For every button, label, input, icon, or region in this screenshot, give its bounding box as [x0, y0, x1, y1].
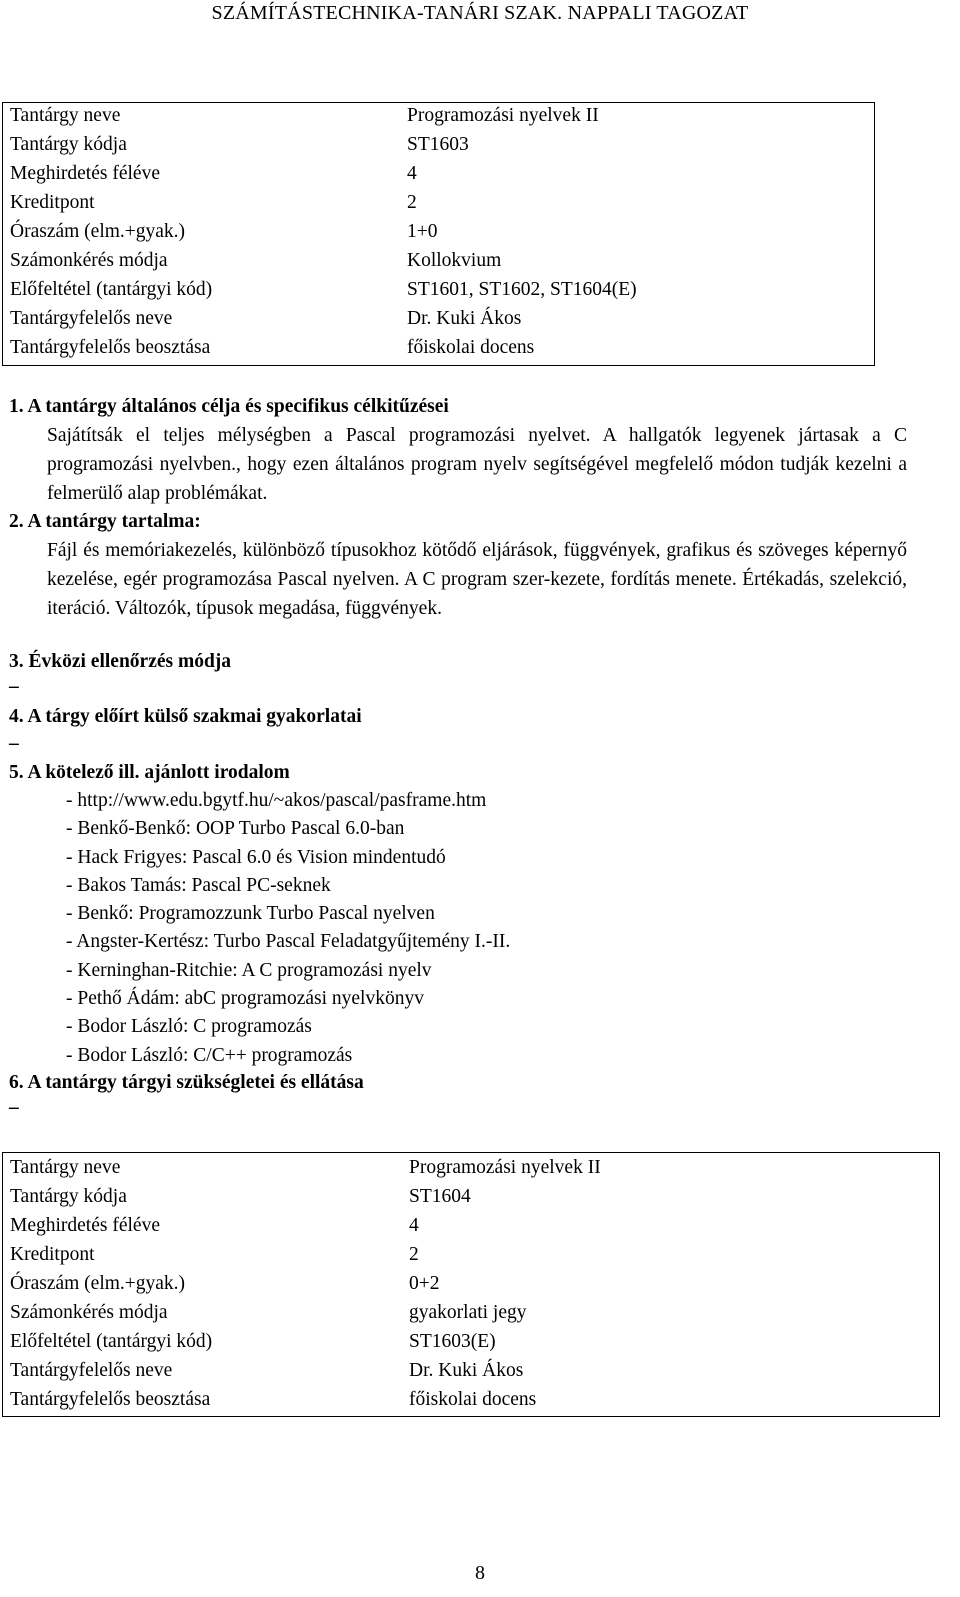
section-number: 3.	[9, 651, 24, 672]
row-label: Tantárgy neve	[10, 1157, 121, 1178]
row-value: 4	[409, 1215, 419, 1236]
section-1-heading	[9, 396, 449, 418]
row-label: Meghirdetés féléve	[10, 1215, 160, 1236]
table-row	[10, 192, 417, 214]
section-1-text: Sajátítsák el teljes mélységben a Pascal programozási nyelvet. A hallgatók legyenek jártasak a C programozási nyelvben., hogy ezen általános program nyelv segítségével megfelelő módon tudják kezelni a felmerülő alap problémákat.	[47, 425, 907, 504]
row-label: Előfeltétel (tantárgyi kód)	[10, 1331, 213, 1352]
row-value: 2	[409, 1244, 419, 1265]
section-number: 6.	[9, 1072, 24, 1093]
row-label: Kreditpont	[10, 1244, 95, 1265]
list-item: - Angster-Kertész: Turbo Pascal Feladatgyűjtemény I.-II.	[66, 931, 511, 953]
row-value: Programozási nyelvek II	[407, 105, 599, 126]
course-info-table-2	[2, 1152, 940, 1417]
literature-list	[66, 787, 510, 1070]
section-5-heading	[9, 762, 290, 784]
list-item: - Benkő-Benkő: OOP Turbo Pascal 6.0-ban	[66, 818, 405, 840]
row-value: 2	[407, 192, 417, 213]
section-4-heading	[9, 706, 362, 728]
row-value: 0+2	[409, 1273, 440, 1294]
row-label: Óraszám (elm.+gyak.)	[10, 221, 186, 242]
row-value: Kollokvium	[407, 250, 502, 271]
row-value: 1+0	[407, 221, 438, 242]
section-3-dash: –	[9, 676, 19, 697]
table-row	[10, 1389, 537, 1411]
section-title: A tantárgy általános célja és specifikus célkitűzései	[27, 396, 449, 417]
row-value: gyakorlati jegy	[409, 1302, 527, 1323]
row-value: főiskolai docens	[409, 1389, 537, 1410]
section-title: A tantárgy tárgyi szükségletei és ellátása	[27, 1072, 364, 1093]
table-row	[10, 1302, 527, 1324]
list-item: - Hack Frigyes: Pascal 6.0 és Vision mindentudó	[66, 846, 446, 868]
table-row	[10, 1215, 419, 1237]
list-item: - Bodor László: C programozás	[66, 1016, 312, 1038]
row-value: Programozási nyelvek II	[409, 1157, 601, 1178]
row-label: Tantárgyfelelős beosztása	[10, 1389, 211, 1410]
table-row	[10, 1273, 440, 1295]
course-info-table-1	[2, 102, 875, 366]
row-value: 4	[407, 163, 417, 184]
row-value: ST1604	[409, 1186, 471, 1207]
list-item: - Benkő: Programozzunk Turbo Pascal nyelven	[66, 903, 435, 925]
list-item: - Bakos Tamás: Pascal PC-seknek	[66, 874, 331, 896]
row-value: Dr. Kuki Ákos	[409, 1360, 524, 1381]
row-label: Számonkérés módja	[10, 1302, 168, 1323]
table-row	[10, 1244, 419, 1266]
section-number: 4.	[9, 706, 24, 727]
row-label: Óraszám (elm.+gyak.)	[10, 1273, 186, 1294]
section-number: 1.	[9, 396, 24, 417]
row-label: Tantárgy kódja	[10, 1186, 127, 1207]
table-row	[10, 134, 469, 156]
row-value: főiskolai docens	[407, 337, 535, 358]
row-label: Tantárgyfelelős neve	[10, 308, 173, 329]
list-item: - Bodor László: C/C++ programozás	[66, 1044, 353, 1066]
row-value: ST1603(E)	[409, 1331, 496, 1352]
table-row	[10, 163, 417, 185]
section-3-heading	[9, 651, 231, 673]
section-title: Évközi ellenőrzés módja	[28, 651, 232, 672]
table-row	[10, 250, 502, 272]
row-value: ST1603	[407, 134, 469, 155]
row-label: Tantárgyfelelős neve	[10, 1360, 173, 1381]
list-item: - Pethő Ádám: abC programozási nyelvkönyv	[66, 988, 424, 1010]
page-header: SZÁMÍTÁSTECHNIKA-TANÁRI SZAK. NAPPALI TAGOZAT	[211, 2, 749, 24]
table-row	[10, 1157, 601, 1179]
row-value: Dr. Kuki Ákos	[407, 308, 522, 329]
row-label: Tantárgyfelelős beosztása	[10, 337, 211, 358]
section-title: A tárgy előírt külső szakmai gyakorlatai	[27, 706, 362, 727]
section-2-text: Fájl és memóriakezelés, különböző típusokhoz kötődő eljárások, függvények, grafikus és szöveges képernyő kezelése, egér programozása Pascal nyelven. A C program szer-kezete, fordítás menete. Értékadás, szelekció, iteráció. Változók, típusok megadása, függvények.	[47, 540, 907, 619]
table-row	[10, 1360, 524, 1382]
list-item: - http://www.edu.bgytf.hu/~akos/pascal/pasframe.htm	[66, 790, 487, 811]
section-number: 2.	[9, 511, 24, 532]
row-label: Számonkérés módja	[10, 250, 168, 271]
row-label: Előfeltétel (tantárgyi kód)	[10, 279, 213, 300]
table-row	[10, 1331, 496, 1353]
section-title: A tantárgy tartalma:	[27, 511, 201, 532]
row-label: Kreditpont	[10, 192, 95, 213]
row-label: Tantárgy kódja	[10, 134, 127, 155]
table-row	[10, 308, 522, 330]
row-label: Meghirdetés féléve	[10, 163, 160, 184]
table-row	[10, 279, 637, 301]
row-label: Tantárgy neve	[10, 105, 121, 126]
section-4-dash: –	[9, 733, 19, 754]
section-2-heading	[9, 511, 201, 533]
section-number: 5.	[9, 762, 24, 783]
section-title: A kötelező ill. ajánlott irodalom	[27, 762, 290, 783]
list-item: - Kerninghan-Ritchie: A C programozási nyelv	[66, 959, 432, 981]
section-6-dash: –	[9, 1097, 19, 1118]
page-number: 8	[475, 1562, 485, 1584]
section-6-heading	[9, 1072, 364, 1094]
table-row	[10, 221, 438, 243]
table-row	[10, 105, 599, 127]
table-row	[10, 337, 535, 359]
row-value: ST1601, ST1602, ST1604(E)	[407, 279, 637, 300]
table-row	[10, 1186, 471, 1208]
